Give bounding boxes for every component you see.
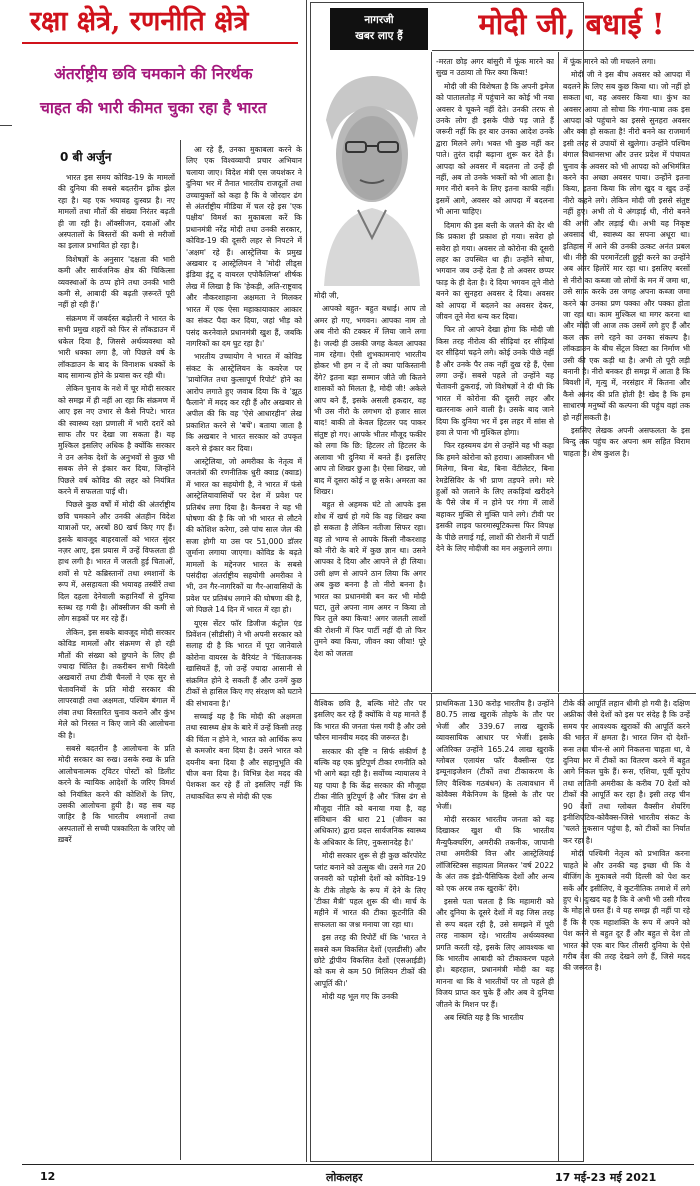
kicker-underline: [22, 42, 298, 44]
right-article-col-top: [563, 56, 690, 692]
column-label: [330, 8, 428, 50]
paragraph: यूएस सेंटर फॉर डिजीज कंट्रोल एंड प्रिवेंशन (सीडीसी) ने भी अपनी सरकार को सलाह दी है कि भारत में पूरा जानेवाले कोरोना वायरस के वैरियंट ने 'चिंताजनक खासियतें हैं, जो उन्हें ज्यादा आसानी से संक्रमित होने दे सकती हैं और उनमें कुछ टीकों से हासिल किए गए संरक्षण को घटाने की संभावना है।': [186, 618, 302, 708]
headline-line-2: चाहत की भारी कीमत चुका रहा है भारत: [40, 99, 267, 117]
paragraph: इस तरह की रिपोर्टें थीं कि 'भारत ने सबसे कम विकसित देशों (एलडीसी) और छोटे द्वीपीय विकसित देशों (एसआईडी) को कम से कम 50 मिलियन टीकों की आपूर्ति की।': [314, 933, 426, 988]
paragraph: अब स्थिति यह है कि भारतीय: [444, 1012, 524, 1022]
column-label-line-2: खबर लाए हैं: [355, 30, 403, 42]
paragraph: मोदी यह भूल गए कि उनकी: [322, 992, 398, 1002]
paragraph: मोदी सरकार भारतीय जनता को यह दिखाकर खुश थी कि भारतीय मैन्युफैक्चरिंग, अमरीकी तकनीक, जापानी तथा अमरीकी वित्त और आस्ट्रेलियाई लॉजिस्टिक्स सहायता मिलकर 'वर्ष 2022 के अंत तक इंडो-पैसिफिक देशों और अन्य को एक अरब तक खुराकें' देंगे।: [436, 815, 554, 893]
paragraph: मोदी सरकार शुरू से ही कुछ कॉरपोरेट प्लांट बनाने को उत्सुक थी। उसने गत 20 जनवरी को पड़ोसी देशों को कोविड-19 के टीके तोहफे के रूप में देने के लिए 'टीका मैत्री' पहल शुरू की थी। मार्च के महीने में भारत की टीका कूटनीति की सफलता का जश्न मनाया जा रहा था।: [314, 851, 426, 929]
paragraph: फिर तो आपने देखा होगा कि मोदी जी किस तरह नीरोत्व की सीढ़ियां दर सीढ़ियां दर सीढ़ियां चढ़ने लगे। कोई उनके पीछे नहीं है और उनके पैर तक नहीं दुख रहे हैं, ऐसा लगा उन्हें। सबसे पहले तो उन्होंने यह चेतावनी ठुकराई, जो विशेषज्ञों ने दी थी कि भारत में कोरोना की दूसरी लहर और खतरनाक आने वाली है। उसके बाद जाने दिया कि दुनिया भर में इस लहर में सांस से हवा ले पाना भी मुश्किल होगा।: [436, 325, 554, 437]
column-label-line-1: नागरजी: [364, 14, 394, 26]
kicker-headline: रक्षा क्षेत्रे, रणनीति क्षेत्रे: [30, 6, 249, 37]
paragraph: सरकार की दृष्टि न सिर्फ संकीर्ण है बल्कि वह एक त्रुटिपूर्ण टीका रणनीति को भी आगे बढ़ा रही है। सर्वोच्च न्यायालय ने यह पाया है कि केंद्र सरकार की मौजूदा टीका नीति त्रुटिपूर्ण है और 'जिस ढंग से मौजूदा नीति को बनाया गया है, वह संविधान की धारा 21 (जीवन का अधिकार) द्वारा प्रदत्त सार्वजनिक स्वास्थ्य के अधिकार के लिए, नुकसानदेह है।': [314, 746, 426, 847]
paragraph: टीके की आपूर्ति लहान धीमी हो गयी है। दक्षिण अफ्रीका जैसे देशों को इस पर संदेह है कि उन्हें समय पर आवश्यक खुराकों की आपूर्ति करने की भारत में क्षमता है। भारत जिन दो देशों-रूस तथा चीन-से आगे निकलना चाहता था, वे दुनिया भर में टीकों का वितरण करने में बहुत आगे निकल चुके हैं। रूस, एशिया, पूर्वी यूरोप तथा लातिनी अमरीका के करीब 70 देशों को टीकों की आपूर्ति कर रहा है। इसी तरह चीन 90 देशों तथा ग्लोबल वैक्सीन शेयरिंग इनीशिएटिव-कोवैक्स-जिसे भारतीय संकट के 'चलते नुकसान पहुंचा है, को टीकों का निर्यात कर रहा है।: [563, 699, 690, 845]
publication-name: लोकलहर: [326, 1171, 363, 1184]
paragraph: सबसे बदतरीन है आलोचना के प्रति मोदी सरकार का रुख। उसके रुख के प्रति आलोचनात्मक ट्विटर पोस्टों को डिलीट करने के न्यायिक आदेशों के जरिए विमर्श को नियंत्रित करने की कोशिशें के लिए, उसकी आलोचना हुयी है। वह सब यह जाहिर है कि भारतीय श्मशानों तथा अस्पतालों से सच्ची पत्रकारिता के जरिए जो ख़बरें: [58, 743, 175, 845]
paragraph: विशेषज्ञों के अनुसार 'दक्षता की भारी कमी और सार्वजनिक क्षेत्र की चिकित्सा व्यवस्थाओं के ठप्प होने तथा उनकी भारी कमी से, आबादी की बढ़ती ज़रूरतें पूरी नहीं हो रही हैं।': [58, 254, 175, 310]
column-rule: [431, 52, 432, 692]
portrait-illustration: [314, 58, 429, 286]
paragraph: सच्चाई यह है कि मोदी की अक्षमता तथा स्वास्थ्य क्षेत्र के बारे में उन्हें किसी तरह की चिंता न होने ने, भारत को आर्थिक रूप से कमजोर बना दिया है। उसने भारत को दयनीय बना दिया है और सहानुभूति की चीज बना दिया है। विभिन्न देश मदद की पेशकश कर रहे हैं तो इसलिए नहीं कि तथाकथित रूप से मोदी की एक: [186, 711, 302, 801]
paragraph: बहुत से अहमक घंटे तो आपके इस शोध में खर्च हो गये कि वह शिखर क्या हो सकता है लेकिन नतीजा सिफर रहा। वह तो भाग्य से आपके किसी नौकरशाह को नीरो के बारे में कुछ ज्ञान था। उसने आपका दे दिया और आपने ले ही लिया। उसी क्षण से आपने ठान लिया कि अगर अब कुछ बनना है तो नीरो बनना है। भारत का प्रधानमंत्री बन कर भी मोदी घटा, तुले अपना नाम अमर न किया तो फिर तुले क्या किया! अगर जलती लाशों की रोशनी में फिर पार्टी नहीं दी तो फिर तुमने क्या किया, जीवन क्या जीया! पूरे देश को जलता: [314, 500, 426, 658]
column-rule: [558, 694, 559, 1162]
box-col-2: [436, 56, 554, 692]
paragraph: भारतीय उच्चायोग ने भारत में कोविड संकट के आस्ट्रेलियन के कवरेज पर 'प्रायोजित तथा कुत्सापूर्ण रिपोर्ट' होने का आरोप लगाते हुए जवाब दिया कि वे 'झूठ फैलाने' में मदद कर रही हैं और अखबार से अपील की कि वह 'ऐसे आधारहीन' लेख प्रकाशित करने से 'बचें'। बताया जाता है कि अखबार ने भारत सरकार को उपकृत करने से इंकार कर दिया।: [186, 352, 302, 453]
paragraph: में फूंक मारने को जी मचलने लगा।: [563, 57, 656, 66]
footer-rule: [22, 1164, 694, 1165]
issue-date: 17 मई-23 मई 2021: [555, 1171, 657, 1184]
paragraph: इससे पता चलता है कि महामारी को और दुनिया के दूसरे देशों में वह जिस तरह से रूप बदल रही है, उसे समझने में पूरी तरह नाकाम रहे। भारतीय अर्थव्यवस्था प्रगति करती रहे, इसके लिए आवश्यक था कि भारतीय आबादी को टीकाकरण पहले हो। बहरहाल, प्रधानमंत्री मोदी का यह मानना था कि वे भारतीयों पर तो पहले ही विजय प्राप्त कर चुके हैं और अब वे दुनिया जीतने के मिशन पर हैं।: [436, 896, 554, 1009]
paragraph: दिमाग की इस बत्ती के जलने की देर थी कि प्रकाश ही प्रकाश हो गया। सवेरा हो सवेरा हो गया। अवसर तो कोरोना की दूसरी लहर का उपस्थित था ही। उन्होंने सोचा, भगवान जब उन्हें देता है तो अवसर छप्पर फाड़ के ही देता है। दे दिया भगवन तूने नीरो बनने का सुनहरा अवसर दे दिया। अवसर को आपदा में बदलने का अवसर देकर, जीवन तूने मेरा धन्य कर दिया।: [436, 220, 554, 321]
headline-line-1: अंतर्राष्ट्रीय छवि चमकाने की निरर्थक: [54, 65, 253, 83]
paragraph: प्राथमिकता 130 करोड़ भारतीय है। उन्होंने 80.75 लाख खुराकें तोहफे के तौर पर भेजीं और 339.67 लाख खुराकें व्यावसायिक आधार पर भेजीं। इसके अतिरिक्त उन्होंने 165.24 लाख खुराकें ग्लोबल एलायंस फॉर वैक्सीन्स एंड इम्यूनाइजेशन (टीकों तथा टीकाकरण के लिए वैश्विक गठबंधन) के तत्वावधान में कोवैक्स मैकेनिज्म के हिस्से के तौर पर भेजीं।: [436, 699, 554, 811]
paragraph: -मरता छोड़ अगर बांसुरी में फूंक मारने का सुख न उठाया तो फिर क्या किया!: [436, 57, 554, 78]
paragraph: वैश्विक छवि है, बल्कि मोटे तौर पर इसलिए कर रहे हैं क्योंकि वे यह मानते हैं कि भारत की जनता फंस गयी है और उसे फौरन मानवीय मदद की जरूरत है।: [314, 699, 426, 743]
page-number: 12: [40, 1170, 56, 1183]
paragraph: मोदी पश्चिमी नेतृत्व को प्रभावित करना चाहते थे और उनकी यह इच्छा थी कि वे बीजिंग के मुकाबले नयी दिल्ली को पेश कर सकें और इसीलिए, वे कूटनीतिक तमाशे में लगे हुए थे। दुःखद यह है कि वे अभी भी उसी गौरव के मोह से ग्रस्त हैं। वे यह समझ ही नहीं पा रहे हैं कि वे एक महाशक्ति के रूप में अपने को पेश करने से बहुत दूर हैं और बहुत से देश तो भारत को एक बार फिर तीसरी दुनिया के ऐसे गरीब देश की तरह देखने लगे हैं, जिसे मदद की जरूरत है।: [563, 849, 690, 973]
paragraph: पिछले कुछ वर्षों में मोदी की अंतर्राष्ट्रीय छवि चमकाने और उनकी अंतहीन विदेश यात्राओं पर, अरबों 80 खर्च किए गए हैं। इसके बावजूद बाहरवालों को भारत सुंदर नज़र आए, इस प्रयास में उन्हें विफलता ही हाथ लगी है। भारत में जलती हुई चिताओं, शवों से पटे कब्रिस्तानों तथा श्मशानों के रूप में, असहायता की भयावह तस्वीरें तथा दिल दहला देनेवाली कहानियाँ से दुनिया स्तब्ध रह गयी है। ऑक्सीजन की कमी से लोग सड़कों पर मर रहे हैं।: [58, 500, 175, 624]
paragraph: लेकिन, इस सबके बावजूद मोदी सरकार कोविड मामलों और संक्रमण से हो रही मौतों की संख्या को छुपाने के लिए ही ज्यादा चिंतित है। तकरीबन सभी विदेशी अखबारों तथा टीवी चैनलों ने एक सुर से चेतावनियों के प्रति मोदी सरकार की लापरवाही तथा अक्षमता, पश्चिम बंगाल में लंबा तथा विस्तारित चुनाव कराने और कुंभ मेले को निरस्त न किए जाने की आलोचना की है।: [58, 627, 175, 740]
paragraph: भारत इस समय कोविड-19 के मामलों की दुनिया की सबसे बदतरीन झोंक झेल रहा है। यह एक भयावह दुःस्वप्न है। नए मामलों तथा मौतों की संख्या निरंतर बढ़ती ही जा रही है। ऑक्सीजन, दवाओं और अस्पतालों के बिस्तरों की कमी से मरीजों का इलाज प्रभावित हो रहा है।: [58, 173, 175, 251]
paragraph: आ रहे हैं, उनका मुकाबला करने के लिए एक विश्वव्यापी प्रचार अभियान चलाया जाए। विदेश मंत्री एस जयशंकर ने दुनिया भर में तैनात भारतीय राजदूतों तथा उच्चायुक्तों को कहा है कि वे जोरदार ढंग से अंतर्राष्ट्रीय मीडिया में चल रहे इस 'एक पक्षीय' विमर्श का मुकाबला करें कि प्रधानमंत्री नरेंद्र मोदी तथा उनकी सरकार, कोविड-19 की दूसरी लहर से निपटने में 'अक्षम' रहे हैं। आस्ट्रेलिया के प्रमुख अखबार द आस्ट्रेलियन ने 'मोदी लीड्स इंडिया इंटू द वायरल एपोकैलिप्स' शीर्षक लेख में लिखा है कि 'हेकड़ी, अति-राष्ट्रवाद और नौकरशाहाना अक्षमता ने मिलकर भारत में एक ऐसा महाकायाकार आकार का संकट पैदा कर दिया, जहां भीड़ को पसंद करनेवाले प्रधानमंत्री खुश हैं, जबकि नागरिकों का दम घुट रहा है।': [186, 145, 302, 348]
paragraph: आपको बहुत- बहुत बधाई। आप तो अमर हो गए, भगवन। आपका नाम तो अब नीरो की टक्कर में लिया जाने लगा है। जल्दी ही उसकी जगह केवल आपका नाम रहेगा। ऐसी शुभकामनाएं भारतीय होकर भी हम न दें तो क्या पाकिस्तानी देंगे? इतना बड़ा सम्मान जीते जी कितने शासकों को मिलता है, मोदी जी! अकेले आप बने हैं, इसके असली हकदार, वह भी उस नीरो के लगभग दो हजार साल बाद! बाकी तो केवल हिटलर पद पाकर संतुष्ट हो गए। आपके भीतर मौजूद फकीर को लगा कि छि: हिटलर तो हिटलर के अलावा भी दुनिया में बनते हैं। इसलिए आप तो शिखर छुआ है। ऐसा शिखर, जो बाद में दूसरा कोई न छू सके। अमरता का शिखर।: [314, 304, 426, 496]
paragraph: संक्रमण में जबर्दस्त बढ़ोतरी ने भारत के सभी प्रमुख शहरों को फिर से लॉकडाउन में धकेल दिया है, जिससे अर्थव्यवस्था को भारी धक्का लगा है, जो पिछले वर्ष के लॉकडाउन के बाद के विनाशक धक्कों के बाद सामान्य होने के प्रयास कर रही थी।: [58, 313, 175, 380]
margin-mark: [0, 125, 12, 126]
box-col-3-bottom: [314, 698, 426, 1162]
column-rule: [558, 52, 559, 692]
column-rule: [306, 0, 307, 1162]
section-divider: [310, 693, 696, 694]
box-col-1: [314, 290, 426, 692]
column-rule: [431, 694, 432, 1162]
headline-rule: [432, 50, 694, 51]
author-photo: [314, 58, 429, 286]
left-article-col-2: [186, 144, 302, 1162]
right-headline: मोदी जी, बधाई !: [478, 7, 665, 41]
paragraph: लेकिन चुनाव के नशे में चूर मोदी सरकार को समझ में ही नहीं आ रहा कि संक्रमण में आए इस नए उभार से कैसे निपटे। भारत की स्वास्थ्य रक्षा प्रणाली में भारी दरारें को साफ तौर पर देखा जा सकता है। यह मुश्किल इसलिए अधिक है क्योंकि सरकार ने उन अनेक देशों के अनुभवों से कुछ भी सबक लेने से इंकार कर दिया, जिन्होंने पिछले वर्ष कोविड की लहर को नियंत्रित करने में सफलता पाई थी।: [58, 384, 175, 496]
column-rule: [180, 140, 181, 1160]
right-article-col-bottom: [563, 698, 690, 1162]
byline: 0 बी अर्जुन: [60, 150, 112, 164]
left-article-col-1: [58, 172, 175, 1162]
paragraph: इसलिए लेखक अपनी असफलता के इस बिन्दु तक पहुंच कर अपना श्रम सहित विराम चाहता है। शेष कुशल है।: [563, 426, 690, 458]
paragraph: आस्ट्रेलिया, जो अमरीका के नेतृत्व में जनतंत्रों की रणनीतिक धुरी क्वाड (क्वाड) में भारत का सहयोगी है, ने भारत में फंसे आस्ट्रेलियावासियों पर देश में प्रवेश पर प्रतिबंध लगा दिया है। कैनबरा ने यह भी घोषणा की है कि जो भी भारत से लौटने की कोशिश करेगा, उसे पांच साल जेल की सजा होगी या उस पर 51,000 डॉलर जुर्माना लगाया जाएगा। कोविड के बढ़ते मामलों के मद्देनजर भारत के सबसे पसंदीदा अंतर्राष्ट्रीय सहयोगी अमरीका ने भी, उन गैर-नागरिकों या गैर-आवासियों के प्रवेश पर प्रतिबंध लगाने की घोषणा की है, जो पिछले 14 दिन में भारत में रहा हो।: [186, 456, 302, 615]
paragraph: मोदी जी की विशेषता है कि अपनी इमेज को पातालतोड़ में पहुंचाने का कोई भी नया अवसर वे चूकने नहीं देते। उनकी तरफ से उनके लोग ही इसके पीछे पड़ जाते हैं जरूरी नहीं कि हर बार उनका आदेश उनके द्वारा मिलने लगे। भक्त भी कुछ नहीं कर पाते। तुरंत दाढ़ी बढ़ाना शुरू कर देते हैं। आपदा को अवसर में बदलना तो उन्हें ही नहीं, अब तो उनके भक्तों को भी आता है। मगर नीरो बनने के लिए इतना काफी नहीं। इसमें आगे, अवसर को आपदा में बदलना भी आना चाहिए।: [436, 81, 554, 217]
salutation: मोदी जी,: [314, 291, 339, 300]
paragraph: फिर रहस्यमय ढंग से उन्होंने यह भी कहा कि हमने कोरोना को हराया। आक्सीजन भी मिलेगा, बिना बेड, बिना वेंटीलेटर, बिना रेमडेसिविर के भी प्राण तड़पने लगे। मरे हुओं को जलाने के लिए लकड़ियां खरीदने के पैसे जेब में न होने पर गंगा में लाशें बहाकर मुक्ति से मुक्ति पाने लगे। टीवी पर इसकी लाइव फारमास्यूटिकल्स फिर विपक्ष के पीछे लगाई गई, लाशों की रोशनी में पार्टी देने के लिए मोदीजी का मन अकुलाने लगा।: [436, 441, 554, 554]
paragraph: मोदी जी ने इस बीच अवसर को आपदा में बदलने के लिए सब कुछ किया था। जो नहीं हो सकता था, वह अवसर किया था। कुंभ का अवसर आया तो सोचा कि गंगा-यात्रा तक इस आपदा को पहुंचाने का इससे सुनहरा अवसर और क्या हो सकता है! नीरो बनने का राजमार्ग इसी तरह से उपायों से खुलेगा। उन्होंने पश्चिम बंगाल विधानसभा और उत्तर प्रदेश में पंचायत चुनाव के अवसर को भी आपदा को अभिमंत्रित करने का अच्छा अवसर पाया। उन्होंने इतना किया, इतना किया कि लोग खुद व खुद उन्हें नीरो कहने लगे। लेकिन मोदी जी इससे संतुष्ट नहीं हुए। अभी तो ये अंगड़ाई थी, नीरो बनने की अभी और लड़ाई थी। अभी यह निकृष्ट अवसाद थी, स्वास्थ्य का सपना अधूरा था। इतिहास में आने की उनकी उत्कट अनंत प्रबल थी। नीरो की परमानेंटली छुट्टी करने का उन्होंने अब अंतर हिलोरें मार रहा था। इसलिए बरसों से नीरो का कब्जा जो लोगों के मन में जमा था, उसे साफ करके उस जगह अपना कब्जा जमा करने का उनका प्रण पक्का और पक्का होता जा रहा था। काम मुश्किल था मगर करना था और मोदी जी आज तक उसमें लगे हुए हैं और कल तक लगे रहने का उनका संकल्प है। लॉकडाउन के बीच सेंट्रल विस्टा का निर्माण भी उसी की एक कड़ी था है। अभी तो पूरी लड़ी बनानी है। नीरो बनकर ही समझ में आता है कि बिवशी में, मृत्यु में, नरसंहार में कितना और कैसे आनंद की प्रति होती है! खेद है कि हम साधारण मनुष्यों की कल्पना की पहुंच वहां तक हो नहीं सकती है।: [563, 70, 690, 422]
middle-bottom-col: [436, 698, 554, 1162]
